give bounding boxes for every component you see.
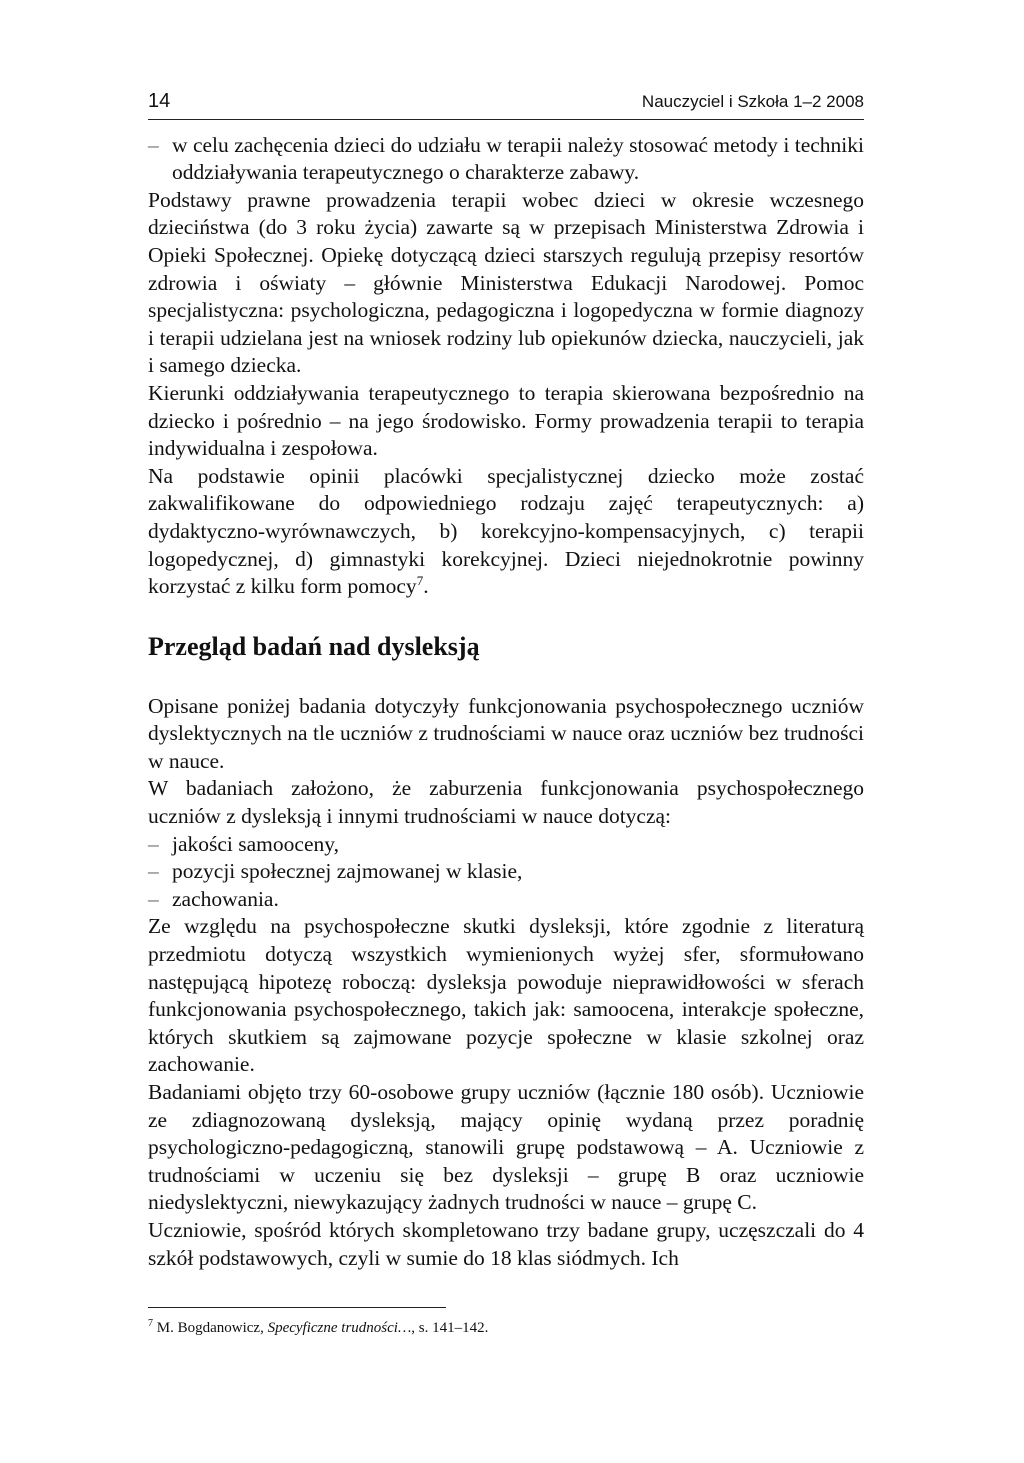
page-header: [148, 88, 864, 120]
section-paragraph-2: W badaniach założono, że zaburzenia funkcjonowania psychospołecznego uczniów z dysleksją i innymi trudnościami w nauce dotyczą:: [148, 776, 864, 829]
list-item-text: pozycji społecznej zajmowanej w klasie,: [172, 859, 523, 884]
section-title: Przegląd badań nad dysleksją: [148, 631, 480, 661]
paragraph-schools: Uczniowie, spośród których skompletowano trzy badane grupy, uczęszczali do 4 szkół podstawowych, czyli w sumie do 18 klas siódmych. Ich: [148, 1217, 864, 1270]
paragraph-hypothesis: Ze względu na psychospołeczne skutki dysleksji, które zgodnie z literaturą przedmiotu dotyczą wszystkich wymienionych wyżej sfer, sformułowano następującą hipotezę roboczą: dysleksja powoduje nieprawidłowości w sferach funkcjonowania psychospołecznego, takich jak: samoocena, interakcje społeczne, których skutkiem są zajmowane pozycje społeczne w klasie szkolnej oraz zachowanie.: [148, 914, 864, 1077]
paragraph-qualification-text: Na podstawie opinii placówki specjalistycznej dziecko może zostać zakwalifikowane do odpowiedniego rodzaju zajęć terapeutycznych: a) dydaktyczno-wyrównawczych, b) korekcyjno-kompensacyjnych, c) terapii logopedycznej, d) gimnastyki korekcyjnej. Dzieci niejednokrotnie powinny korzystać z kilku form pomocy: [148, 463, 864, 599]
list-item-text: zachowania.: [172, 886, 279, 911]
footnote-reference[interactable]: 7: [416, 572, 424, 588]
footnote-pages: , s. 141–142.: [411, 1320, 489, 1336]
footnote: [148, 1320, 864, 1337]
footnote-author: M. Bogdanowicz,: [156, 1320, 264, 1336]
footnote-title: Specyficzne trudności…: [267, 1320, 412, 1336]
dash-marker: –: [148, 831, 159, 856]
paragraph-therapy-directions: Kierunki oddziaływania terapeutycznego to terapia skierowana bezpośrednio na dziecko i pośrednio – na jego środowisko. Formy prowadzenia terapii to terapia indywidualna i zespołowa.: [148, 380, 864, 461]
list-item: [148, 858, 864, 886]
paragraph-legal-basis: Podstawy prawne prowadzenia terapii wobec dzieci w okresie wczesnego dzieciństwa (do 3 roku życia) zawarte są w przepisach Ministerstwa Zdrowia i Opieki Społecznej. Opiekę dotyczącą dzieci starszych regulują przepisy resortów zdrowia i oświaty – głównie Ministerstwa Edukacji Narodowej. Pomoc specjalistyczna: psychologiczna, pedagogiczna i logopedyczna w formie diagnozy i terapii udzielana jest na wniosek rodziny lub opiekunów dziecka, nauczycieli, jak i samego dziecka.: [148, 187, 864, 378]
bullet-list: [148, 831, 864, 914]
dash-marker: –: [148, 859, 159, 884]
dash-marker: –: [148, 886, 159, 911]
intro-dash-text: w celu zachęcenia dzieci do udziału w terapii należy stosować metody i techniki oddziaływania terapeutycznego o charakterze zabawy.: [172, 132, 864, 185]
paragraph-qualification: Na podstawie opinii placówki specjalistycznej dziecko może zostać zakwalifikowane do odpowiedniego rodzaju zajęć terapeutycznych: a) dydaktyczno-wyrównawczych, b) korekcyjno-kompensacyjnych, c) terapii logopedycznej, d) gimnastyki korekcyjnej. Dzieci niejednokrotnie powinny korzystać z kilku form pomocy$^7$.: [148, 463, 864, 599]
list-item: [148, 831, 864, 859]
section-paragraph-1: Opisane poniżej badania dotyczyły funkcjonowania psychospołecznego uczniów dyslektycznych na tle uczniów z trudnościami w nauce oraz uczniów bez trudności w nauce.: [148, 693, 864, 773]
footnote-divider: [148, 1307, 446, 1308]
paragraph-groups: Badaniami objęto trzy 60-osobowe grupy uczniów (łącznie 180 osób). Uczniowie ze zdiagnozowaną dysleksją, mający opinię wydaną przez poradnię psychologiczno-pedagogiczną, stanowili grupę podstawową – A. Uczniowie z trudnościami w uczeniu się bez dysleksji – grupę B oraz uczniowie niedyslektyczni, niewykazujący żadnych trudności w nauce – grupę C.: [148, 1080, 864, 1215]
running-title: Nauczyciel i Szkoła 1–2 2008: [641, 92, 864, 111]
intro-dash-item: [148, 132, 864, 187]
dash-marker: –: [148, 132, 159, 157]
footnote-number: 7: [148, 1318, 153, 1329]
list-item-text: jakości samooceny,: [172, 831, 339, 856]
page: [148, 88, 864, 1272]
page-number: 14: [148, 90, 171, 112]
list-item: [148, 886, 864, 914]
